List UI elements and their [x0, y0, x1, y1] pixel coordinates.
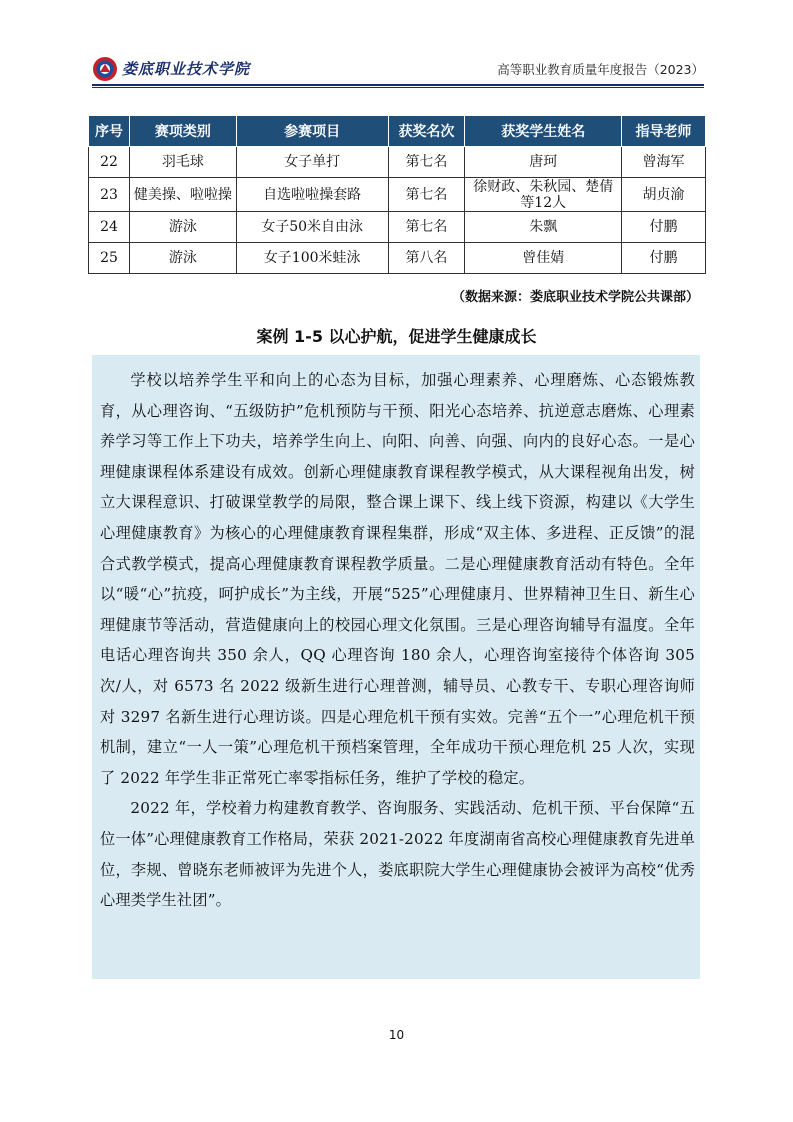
table-cell: 第七名 — [388, 212, 465, 243]
page-number: 10 — [388, 1028, 405, 1042]
table-row — [89, 243, 706, 274]
case-paragraph: 学校以培养学生平和向上的心态为目标，加强心理素养、心理磨炼、心态锻炼教育，从心理咨询、“五级防护”危机预防与干预、阳光心态培养、抗逆意志磨炼、心理素养学习等工作上下功夫，培养学生向上、向阳、向善、向强、向内的良好心态。一是心理健康课程体系建设有成效。创新心理健康教育课程教学模式，从大课程视角出发，树立大课程意识、打破课堂教学的局限，整合课上课下、线上线下资源，构建以《大学生心理健康教育》为核心的心理健康教育课程集群，形成“双主体、多进程、正反馈”的混合式教学模式，提高心理健康教育课程教学质量。二是心理健康教育活动有特色。全年以“暖“心”抗疫，呵护成长”为主线，开展“525”心理健康月、世界精神卫生日、新生心理健康节等活动，营造健康向上的校园心理文化氛围。三是心理咨询辅导有温度。全年电话心理咨询共 350 余人，QQ 心理咨询 180 余人，心理咨询室接待个体咨询 305 次/人，对 6573 名 2022 级新生进行心理普测，辅导员、心教专干、专职心理咨询师对 3297 名新生进行心理访谈。四是心理危机干预有实效。完善“五个一”心理危机干预机制，建立“一人一策”心理危机干预档案管理，全年成功干预心理危机 25 人次，实现了 2022 年学生非正常死亡率零指标任务，维护了学校的稳定。 — [100, 371, 695, 787]
table-cell: 付鹏 — [622, 212, 706, 243]
table-cell: 徐财政、朱秋园、楚倩等12人 — [465, 178, 622, 212]
table-cell: 第八名 — [388, 243, 465, 274]
table-cell: 25 — [89, 243, 130, 274]
table-row — [89, 147, 706, 178]
column-header: 获奖学生姓名 — [465, 116, 622, 147]
table-cell: 女子50米自由泳 — [236, 212, 388, 243]
table-header-row — [89, 116, 706, 147]
school-name: 娄底职业技术学院 — [122, 60, 251, 78]
school-logo-icon — [92, 56, 118, 82]
case-content-box — [92, 355, 700, 979]
case-paragraph: 2022 年，学校着力构建教育教学、咨询服务、实践活动、危机干预、平台保障“五位一体”心理健康教育工作格局，荣获 2021-2022 年度湖南省高校心理健康教育先进单位，李规、曾晓东老师被评为先进个人，娄底职院大学生心理健康协会被评为高校“优秀心理类学生社团”。 — [100, 799, 695, 910]
table-cell: 23 — [89, 178, 130, 212]
case-title: 案例 1-5 以心护航，促进学生健康成长 — [256, 327, 537, 346]
table-cell: 24 — [89, 212, 130, 243]
report-title: 高等职业教育质量年度报告（2023） — [497, 62, 704, 77]
table-cell: 女子单打 — [236, 147, 388, 178]
column-header: 赛项类别 — [129, 116, 236, 147]
table-cell: 游泳 — [129, 243, 236, 274]
column-header: 指导老师 — [622, 116, 706, 147]
table-row — [89, 178, 706, 212]
column-header: 参赛项目 — [236, 116, 388, 147]
table-cell: 付鹏 — [622, 243, 706, 274]
table-cell: 第七名 — [388, 147, 465, 178]
table-cell: 曾海军 — [622, 147, 706, 178]
table-cell: 自选啦啦操套路 — [236, 178, 388, 212]
table-cell: 唐珂 — [465, 147, 622, 178]
awards-table — [88, 115, 706, 274]
table-cell: 胡贞渝 — [622, 178, 706, 212]
table-cell: 22 — [89, 147, 130, 178]
column-header: 获奖名次 — [388, 116, 465, 147]
table-cell: 健美操、啦啦操 — [129, 178, 236, 212]
page-header — [92, 52, 704, 84]
table-cell: 朱飘 — [465, 212, 622, 243]
header-divider — [92, 84, 704, 86]
table-cell: 游泳 — [129, 212, 236, 243]
header-divider-thin — [92, 87, 704, 88]
table-cell: 曾佳婧 — [465, 243, 622, 274]
table-row — [89, 212, 706, 243]
data-source-note: （数据来源：娄底职业技术学院公共课部） — [451, 290, 699, 305]
column-header: 序号 — [89, 116, 130, 147]
table-cell: 第七名 — [388, 178, 465, 212]
table-cell: 女子100米蛙泳 — [236, 243, 388, 274]
table-cell: 羽毛球 — [129, 147, 236, 178]
